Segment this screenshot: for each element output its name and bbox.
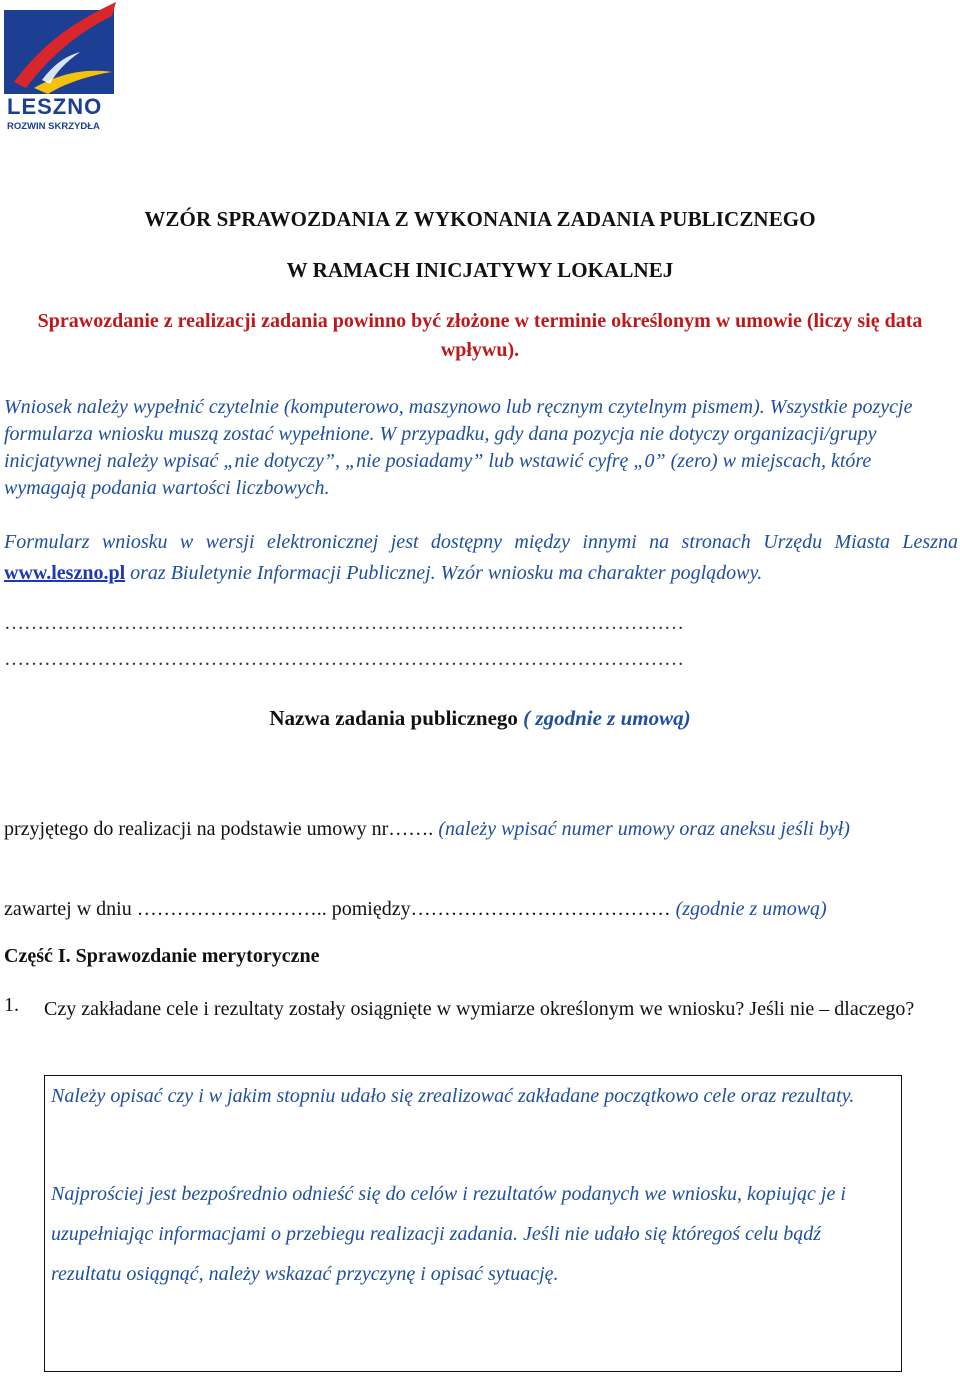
question-text: Czy zakładane cele i rezultaty zostały osiągnięte w wymiarze określonym we wniosku? Jeśli nie – dlaczego? bbox=[44, 998, 915, 1020]
logo-name: LESZNO bbox=[7, 94, 103, 119]
contract-line-text: przyjętego do realizacji na podstawie umowy nr……. bbox=[4, 818, 439, 840]
answer-box-hint-2: Najprościej jest bezpośrednio odnieść się do celów i rezultatów podanych we wniosku, kopiując je i uzupełniając informacjami o przebiegu realizacji zadania. Jeśli nie udało się któregoś celu bądź rezultatu osiągnąć, należy wskazać przyczynę i opisać sytuację. bbox=[51, 1183, 846, 1285]
contract-date-line bbox=[4, 894, 958, 925]
instructions-p2-text-end: oraz Biuletynie Informacji Publicznej. Wzór wniosku ma charakter poglądowy. bbox=[125, 562, 763, 584]
contract-number-line bbox=[4, 814, 958, 845]
task-name-heading bbox=[0, 706, 960, 731]
task-name-label: Nazwa zadania publicznego bbox=[269, 706, 524, 730]
date-line-text: zawartej w dniu ……………………….. pomiędzy………………………………… bbox=[4, 898, 676, 920]
deadline-note: Sprawozdanie z realizacji zadania powinno być złożone w terminie określonym w umowie (liczy się data wpływu). bbox=[37, 310, 923, 361]
section-title: Część I. Sprawozdanie merytoryczne bbox=[4, 945, 320, 967]
question-number: 1. bbox=[4, 994, 19, 1016]
document-title: WZÓR SPRAWOZDANIA Z WYKONANIA ZADANIA PUBLICZNEGO bbox=[144, 207, 816, 231]
document-subtitle: W RAMACH INICJATYWY LOKALNEJ bbox=[286, 258, 674, 282]
leszno-logo-graphic bbox=[4, 2, 120, 134]
instructions-paragraph-1: Wniosek należy wypełnić czytelnie (komputerowo, maszynowo lub ręcznym czytelnym pismem). Wszystkie pozycje formularza wniosku muszą zostać wypełnione. W przypadku, gdy dana pozycja nie dotyczy organizacji/grupy inicjatywnej należy wpisać „nie dotyczy”, „nie posiadamy” lub wstawić cyfrę „0” (zero) w miejscach, które wymagają podania wartości liczbowych. bbox=[4, 396, 913, 499]
contract-line-note: (należy wpisać numer umowy oraz aneksu jeśli był) bbox=[438, 818, 850, 840]
instructions-p2-text: Formularz wniosku w wersji elektronicznej jest dostępny między innymi na stronach Urzędu Miasta Leszna bbox=[4, 531, 958, 553]
task-name-note: ( zgodnie z umową) bbox=[523, 706, 691, 730]
date-line-note: (zgodnie z umową) bbox=[675, 898, 827, 920]
dotted-fill-line-1: ………………………………………………………………………………………… bbox=[4, 612, 684, 634]
leszno-logo bbox=[4, 2, 120, 134]
instructions-paragraph-2 bbox=[4, 527, 958, 589]
answer-box-hint-1: Należy opisać czy i w jakim stopniu udało się zrealizować zakładane początkowo cele oraz rezultaty. bbox=[51, 1085, 855, 1107]
logo-tagline: ROZWIN SKRZYDŁA bbox=[7, 121, 100, 132]
dotted-fill-line-2: ………………………………………………………………………………………… bbox=[4, 648, 684, 670]
answer-box[interactable] bbox=[44, 1075, 902, 1372]
leszno-website-link[interactable]: www.leszno.pl bbox=[4, 562, 126, 584]
